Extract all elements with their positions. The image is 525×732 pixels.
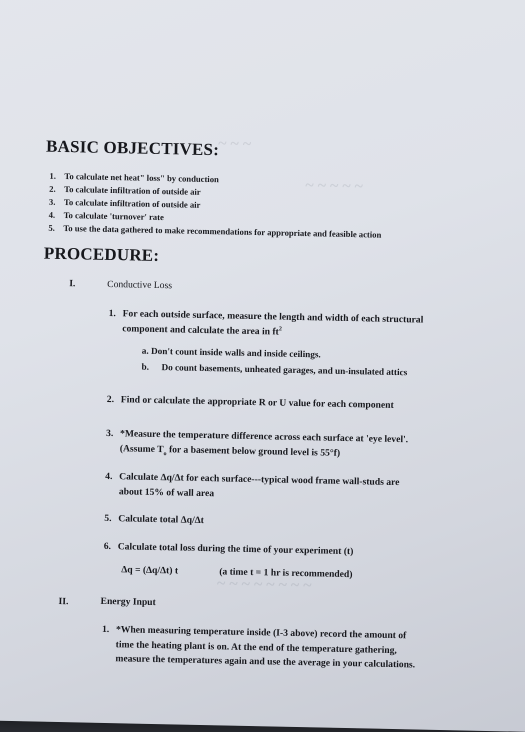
procedure-heading: PROCEDURE: [43, 243, 160, 266]
objective-item: 5. To use the data gathered to make recommendations for appropriate and feasible action [48, 222, 382, 240]
objectives-list [48, 170, 382, 242]
section-1-title: Conductive Loss [107, 278, 173, 292]
step-number: 3. [105, 427, 114, 440]
section-2-number: II. [58, 595, 69, 608]
step-6-note: (a time t = 1 hr is recommended) [219, 566, 353, 581]
step-2: 2. Find or calculate the appropriate R or U value for each component [106, 393, 394, 411]
objectives-heading: BASIC OBJECTIVES: [45, 136, 220, 160]
step-4-text: Calculate Δq/Δt for each surface---typical wood frame wall-studs are about 15% of wall area [118, 471, 400, 499]
objective-item: 2. To calculate infiltration of outside air [49, 183, 201, 197]
objective-item: 4. To calculate 'turnover' rate [48, 209, 164, 223]
step-number: 4. [105, 470, 113, 483]
step-3-text: *Measure the temperature difference across each surface at 'eye level'. (Assume $T_o$ for a basement below ground level is 55°f) [119, 428, 409, 459]
step-1-subitem-b: b. Do count basements, unheated garages, and un-insulated attics [141, 361, 408, 378]
section-2-title: Energy Input [100, 595, 156, 609]
bleed-through: ~ ~ ~ ~ ~ ~ ~ ~ [216, 575, 312, 595]
section-1-number: I. [69, 278, 76, 290]
section-2-step-1-text: *When measuring temperature inside (I-3 above) record the amount of time the heating plant is on. At the end of the temperature gathering, measure the temperatures again and use the average in your calculations. [115, 624, 416, 671]
step-1-subitem-a: a. Don't count inside walls and inside ceilings. [141, 345, 321, 360]
step-number: 1. [108, 307, 116, 320]
step-5: 5. Calculate total Δq/Δt [104, 512, 205, 527]
objective-item: 3. To calculate infiltration of outside air [48, 196, 201, 210]
step-6-formula: Δq = (Δq/Δt) t [121, 564, 179, 577]
bleed-through: ~ ~ ~ [218, 135, 252, 153]
step-6: 6. Calculate total loss during the time of your experiment (t) [103, 540, 354, 558]
objective-item: 1. To calculate net heat" loss" by conduction [49, 170, 219, 185]
step-1-text: For each outside surface, measure the length and width of each structural component and calculate the area in $ft^2$ [122, 308, 424, 338]
step-number: 1. [101, 623, 110, 636]
bleed-through: ~ ~ ~ ~ ~ [305, 177, 364, 196]
